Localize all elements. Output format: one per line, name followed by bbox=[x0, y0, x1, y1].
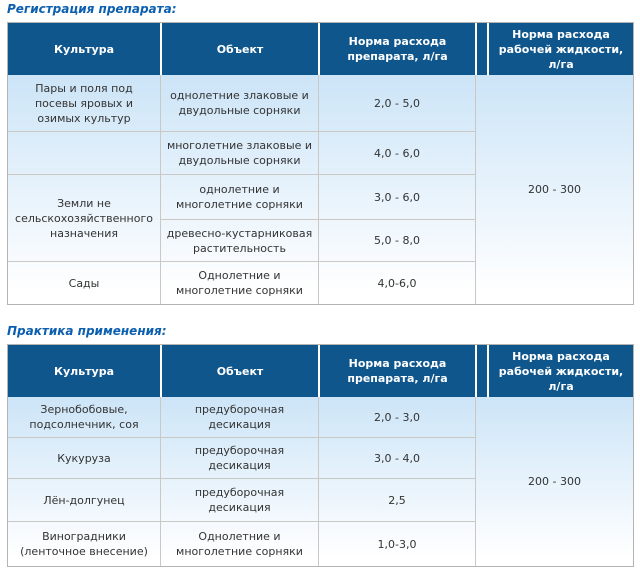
object-cell: многолетние злаковые и двудольные сорняки bbox=[160, 131, 318, 174]
object-cell: древесно-кустарниковая растительность bbox=[160, 219, 318, 261]
column-header-culture: Культура bbox=[8, 23, 160, 75]
rate-cell: 3,0 - 6,0 bbox=[318, 174, 475, 219]
column-header-liquid-rate: Норма расхода рабочей жидкости, л/га bbox=[487, 23, 633, 75]
rate-cell: 4,0-6,0 bbox=[318, 261, 475, 304]
object-cell: предуборочная десикация bbox=[160, 478, 318, 521]
culture-cell-empty bbox=[8, 131, 160, 174]
header-row bbox=[8, 345, 633, 397]
culture-cell: Земли не сельскохозяйственного назначения bbox=[8, 174, 160, 261]
rate-cell: 2,0 - 5,0 bbox=[318, 75, 475, 131]
column-header-preparation-rate: Норма расхода препарата, л/га bbox=[318, 23, 475, 75]
culture-cell: Пары и поля под посевы яровых и озимых культур bbox=[34, 81, 134, 125]
registration-table bbox=[7, 22, 634, 305]
column-header-culture: Культура bbox=[8, 345, 160, 397]
header-spacer bbox=[475, 23, 487, 75]
object-cell: однолетние злаковые и двудольные сорняки bbox=[160, 75, 318, 131]
rate-cell: 1,0-3,0 bbox=[318, 521, 475, 566]
culture-cell: Сады bbox=[8, 261, 160, 304]
object-cell: Однолетние и многолетние сорняки bbox=[160, 261, 318, 304]
culture-cell: Кукуруза bbox=[8, 437, 160, 478]
registration-table-title: Регистрация препарата: bbox=[7, 2, 177, 16]
rate-cell: 2,0 - 3,0 bbox=[318, 397, 475, 437]
rate-cell: 5,0 - 8,0 bbox=[318, 219, 475, 261]
header-spacer bbox=[475, 345, 487, 397]
column-header-liquid-rate: Норма расхода рабочей жидкости, л/га bbox=[487, 345, 633, 397]
table-row bbox=[8, 397, 633, 437]
object-cell: предуборочная десикация bbox=[160, 437, 318, 478]
column-header-preparation-rate: Норма расхода препарата, л/га bbox=[318, 345, 475, 397]
practice-table bbox=[7, 344, 634, 567]
object-cell: однолетние и многолетние сорняки bbox=[160, 174, 318, 219]
rate-cell: 2,5 bbox=[318, 478, 475, 521]
liquid-rate-cell: 200 - 300 bbox=[475, 397, 633, 566]
table-row bbox=[8, 75, 633, 131]
liquid-rate-cell: 200 - 300 bbox=[475, 75, 633, 304]
column-header-object: Объект bbox=[160, 23, 318, 75]
culture-cell: Виноградники (ленточное внесение) bbox=[8, 521, 160, 566]
culture-cell: Зернобобовые, подсолнечник, соя bbox=[29, 403, 139, 431]
rate-cell: 3,0 - 4,0 bbox=[318, 437, 475, 478]
column-header-object: Объект bbox=[160, 345, 318, 397]
rate-cell: 4,0 - 6,0 bbox=[318, 131, 475, 174]
object-cell: предуборочная десикация bbox=[160, 397, 318, 437]
practice-table-title: Практика применения: bbox=[7, 324, 167, 338]
header-row bbox=[8, 23, 633, 75]
object-cell: Однолетние и многолетние сорняки bbox=[160, 521, 318, 566]
culture-cell: Лён-долгунец bbox=[8, 478, 160, 521]
